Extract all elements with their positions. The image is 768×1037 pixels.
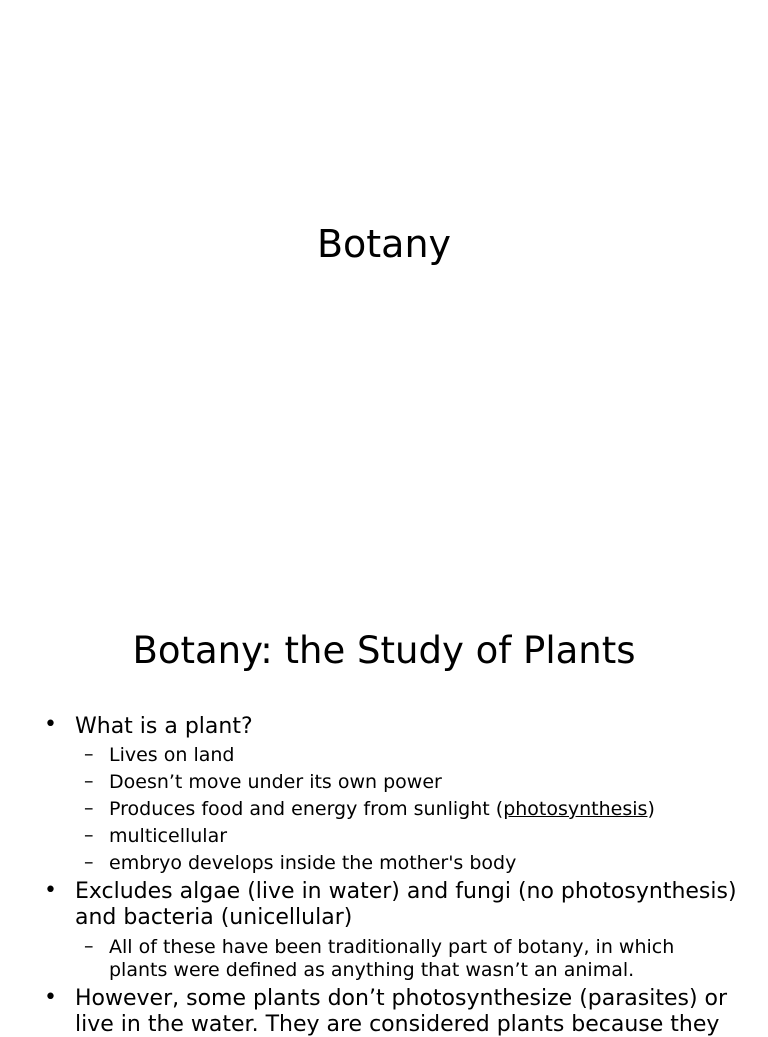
sub-bullet-marker: – bbox=[84, 851, 94, 873]
sub-bullet-lives-on-land: Lives on land bbox=[109, 744, 235, 766]
sub-bullet-embryo: embryo develops inside the mother's body bbox=[109, 852, 517, 874]
bullet-what-is-a-plant: What is a plant? bbox=[75, 714, 253, 739]
sub-bullet-doesnt-move: Doesn’t move under its own power bbox=[109, 771, 442, 793]
sub-bullet-traditional-line-2: plants were defined as anything that wasn’t an animal. bbox=[109, 959, 635, 981]
sub-bullet-produces-food bbox=[109, 797, 655, 821]
bullet-excludes-algae-line-1: Excludes algae (live in water) and fungi (no photosynthesis) bbox=[75, 879, 737, 904]
sub-bullet-marker: – bbox=[84, 935, 94, 957]
sub-bullet-marker: – bbox=[84, 797, 94, 819]
bullet-excludes-algae-line-2: and bacteria (unicellular) bbox=[75, 905, 353, 930]
bullet-however-line-2: live in the water. They are considered plants because they bbox=[75, 1012, 720, 1037]
bullet-marker: • bbox=[44, 985, 57, 1010]
bullet-marker: • bbox=[44, 878, 57, 903]
sub-bullet-multicellular: multicellular bbox=[109, 825, 228, 847]
sub-bullet-marker: – bbox=[84, 824, 94, 846]
bullet-marker: • bbox=[44, 712, 57, 737]
sub-bullet-marker: – bbox=[84, 770, 94, 792]
slide-1-title: Botany bbox=[316, 222, 452, 266]
sub-bullet-produces-food-text: Produces food and energy from sunlight ( bbox=[109, 798, 504, 820]
photosynthesis-link[interactable]: photosynthesis bbox=[503, 798, 648, 820]
sub-bullet-produces-food-close: ) bbox=[647, 798, 655, 820]
slide-2-title: Botany: the Study of Plants bbox=[132, 629, 636, 672]
sub-bullet-marker: – bbox=[84, 743, 94, 765]
bullet-however-line-1: However, some plants don’t photosynthesize (parasites) or bbox=[75, 986, 728, 1011]
sub-bullet-traditional-line-1: All of these have been traditionally part of botany, in which bbox=[109, 936, 675, 958]
